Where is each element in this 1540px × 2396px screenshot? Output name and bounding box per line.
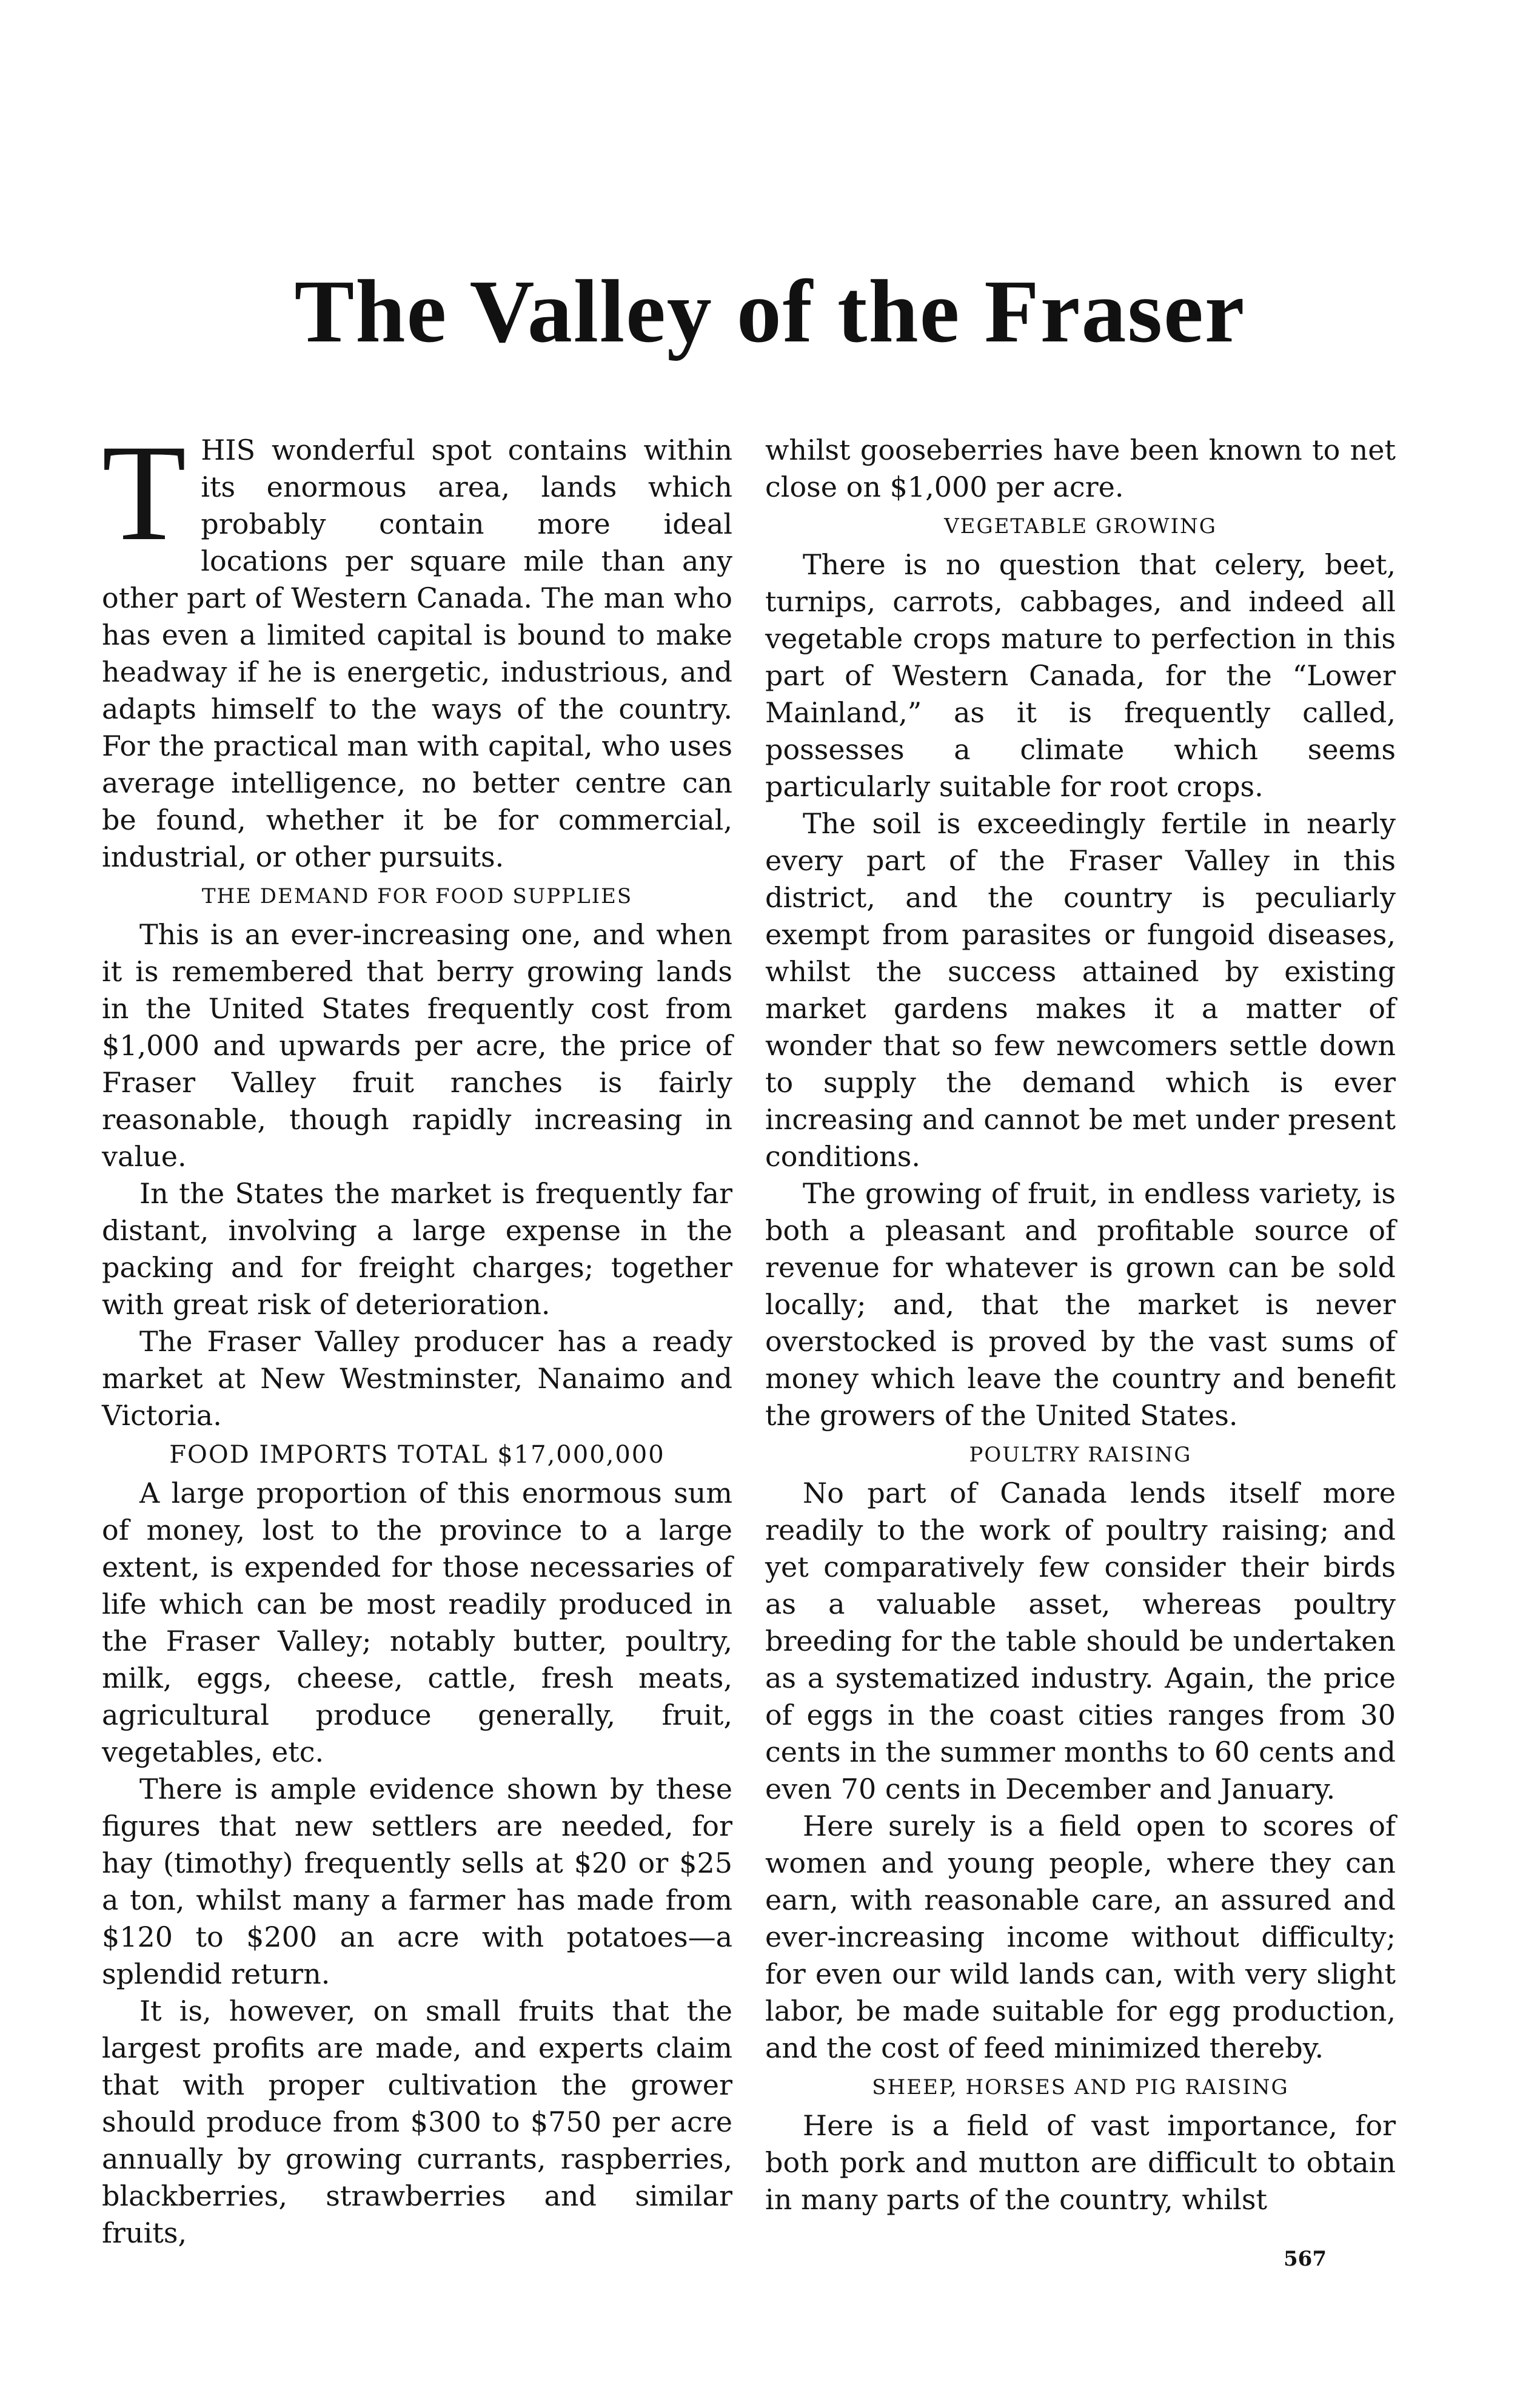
heading-poultry: POULTRY RAISING	[969, 1443, 1192, 1467]
heading-imports: FOOD IMPORTS TOTAL $17,000,000	[169, 1441, 665, 1469]
intro-paragraph	[102, 417, 732, 876]
drop-cap: T	[102, 417, 187, 569]
paragraph-imports-3: It is, however, on small fruits that the largest profits are made, and experts claim that with proper cultivation the grower should produce from $300 to $750 per acre annually by growing currants, raspberries, blackberries, strawberries and similar fruits,	[102, 1995, 732, 2249]
paragraph-sheep-1: Here is a field of vast importance, for both pork and mutton are difficult to obtain in many parts of the country, whilst	[765, 2109, 1396, 2216]
left-column	[102, 417, 732, 2252]
heading-sheep: SHEEP, HORSES AND PIG RAISING	[872, 2075, 1289, 2099]
paragraph-vegetable-3: The growing of fruit, in endless variety, is both a pleasant and profitable source of revenue for whatever is grown can be sold locally; and, that the market is never overstocked is proved by the vast sums of money which leave the country and benefit the growers of the United States.	[765, 1177, 1396, 1432]
paragraph-imports-2: There is ample evidence shown by these figures that new settlers are needed, for hay (timothy) frequently sells at $20 or $25 a ton, whilst many a farmer has made from $120 to $200 an acre with potatoes—a splendid return.	[102, 1773, 732, 1990]
paragraph-vegetable-1: There is no question that celery, beet, turnips, carrots, cabbages, and indeed all vegetable crops mature to perfection in this part of Western Canada, for the “Lower Mainland,” as it is frequently called, possesses a climate which seems particularly suitable for root crops.	[765, 548, 1396, 803]
intro-text: HIS wonderful spot contains within its enormous area, lands which probably contain more ideal locations per square mile than any other part of Western Canada. The man who has even a limited capital is bound to make headway if he is energetic, industrious, and adapts himself to the ways of the country. For the practical man with capital, who uses average intelligence, no better centre can be found, whether it be for commercial, industrial, or other pursuits.	[102, 434, 732, 873]
paragraph-poultry-1: No part of Canada lends itself more readily to the work of poultry raising; and yet comparatively few consider their birds as a valuable asset, whereas poultry breeding for the table should be undertaken as a systematized industry. Again, the price of eggs in the coast cities ranges from 30 cents in the summer months to 60 cents and even 70 cents in December and January.	[765, 1477, 1396, 1805]
paragraph-demand-1: This is an ever-increasing one, and when it is remembered that berry growing lands in the United States frequently cost from $1,000 and upwards per acre, the price of Fraser Valley fruit ranches is fairly reasonable, though rapidly increasing in value.	[102, 918, 732, 1173]
heading-vegetable: VEGETABLE GROWING	[944, 514, 1217, 539]
paragraph-demand-2: In the States the market is frequently far distant, involving a large expense in the packing and for freight charges; together with great risk of deterioration.	[102, 1177, 732, 1321]
right-column	[765, 432, 1396, 2218]
page-number: 567	[1284, 2247, 1327, 2271]
paragraph-imports-1: A large proportion of this enormous sum of money, lost to the province to a large extent, is expended for those necessaries of life which can be most readily produced in the Fraser Valley; notably butter, poultry, milk, eggs, cheese, cattle, fresh meats, agricultural produce generally, fruit, vegetables, etc.	[102, 1477, 732, 1768]
paragraph-vegetable-2: The soil is exceedingly fertile in nearly every part of the Fraser Valley in this district, and the country is peculiarly exempt from parasites or fungoid diseases, whilst the success attained by existing market gardens makes it a matter of wonder that so few newcomers settle down to supply the demand which is ever increasing and cannot be met under present conditions.	[765, 807, 1396, 1173]
paragraph-continued: whilst gooseberries have been known to net close on $1,000 per acre.	[765, 434, 1396, 503]
paragraph-poultry-2: Here surely is a field open to scores of women and young people, where they can earn, with reasonable care, an assured and ever-increasing income without difficulty; for even our wild lands can, with very slight labor, be made suitable for egg production, and the cost of feed minimized thereby.	[765, 1810, 1396, 2064]
paragraph-demand-3: The Fraser Valley producer has a ready market at New Westminster, Nanaimo and Victoria.	[102, 1325, 732, 1432]
page-title: The Valley of the Fraser	[294, 262, 1246, 361]
heading-demand: THE DEMAND FOR FOOD SUPPLIES	[201, 884, 633, 908]
